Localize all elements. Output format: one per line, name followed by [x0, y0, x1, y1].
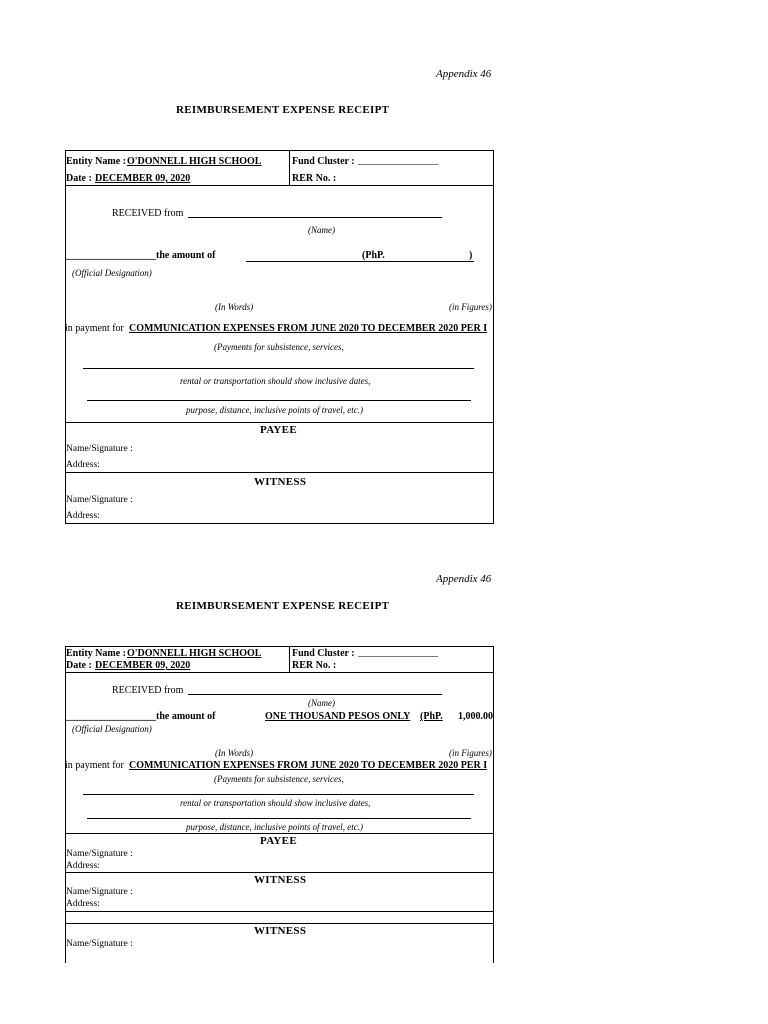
amount-line	[246, 261, 474, 262]
payment-for-value: COMMUNICATION EXPENSES FROM JUNE 2020 TO DECEMBER 2020 PER I	[129, 760, 488, 771]
note-line-2: rental or transportation should show inclusive dates,	[180, 798, 371, 808]
witness-name-signature-label-2: Name/Signature :	[66, 939, 133, 949]
witness-heading: WITNESS	[254, 476, 307, 488]
note-line-1: (Payments for subsistence, services,	[214, 774, 344, 784]
entity-name-label: Entity Name :	[66, 156, 126, 167]
in-figures-caption: (in Figures)	[449, 748, 492, 758]
entity-name-value: O'DONNELL HIGH SCHOOL	[127, 648, 262, 659]
note-underline-1	[83, 794, 474, 795]
note-line-1: (Payments for subsistence, services,	[214, 342, 344, 352]
witness-heading-2: WITNESS	[254, 925, 307, 937]
note-underline-2	[87, 818, 471, 819]
amount-words: ONE THOUSAND PESOS ONLY	[265, 711, 411, 722]
fund-cluster-value: ________________	[358, 647, 438, 658]
received-from-label: RECEIVED from	[112, 208, 184, 219]
date-value: DECEMBER 09, 2020	[95, 660, 191, 671]
in-figures-caption: (in Figures)	[449, 302, 492, 312]
form-title: REIMBURSEMENT EXPENSE RECEIPT	[176, 600, 390, 612]
entity-name-label: Entity Name :	[66, 648, 126, 659]
entity-name-value: O'DONNELL HIGH SCHOOL	[127, 156, 262, 167]
rer-no-label: RER No. :	[292, 660, 337, 671]
official-designation-caption: (Official Designation)	[72, 724, 152, 734]
fund-cluster-label: Fund Cluster :	[292, 648, 355, 659]
name-caption: (Name)	[308, 225, 335, 235]
witness-address-label: Address:	[66, 511, 100, 521]
body-box	[65, 672, 494, 834]
appendix-label: Appendix 46	[436, 573, 492, 585]
note-underline-2	[87, 400, 471, 401]
note-underline-1	[83, 368, 474, 369]
payment-for-label: in payment for	[65, 323, 124, 334]
payee-name-signature-label: Name/Signature :	[66, 444, 133, 454]
amount-label: __________________the amount of	[66, 250, 216, 261]
note-line-3: purpose, distance, inclusive points of travel, etc.)	[186, 822, 363, 832]
payee-heading: PAYEE	[260, 424, 297, 436]
in-words-caption: (In Words)	[215, 302, 254, 312]
body-box	[65, 185, 494, 423]
form-title: REIMBURSEMENT EXPENSE RECEIPT	[176, 104, 390, 116]
note-line-2: rental or transportation should show inclusive dates,	[180, 376, 371, 386]
name-caption: (Name)	[308, 698, 335, 708]
witness-name-signature-label: Name/Signature :	[66, 495, 133, 505]
official-designation-caption: (Official Designation)	[72, 268, 152, 278]
witness-name-signature-label: Name/Signature :	[66, 887, 133, 897]
date-value: DECEMBER 09, 2020	[95, 173, 191, 184]
appendix-label: Appendix 46	[436, 68, 492, 80]
fund-cluster-value: ________________	[358, 155, 438, 166]
amount-label: __________________the amount of	[66, 711, 216, 722]
payee-name-signature-label: Name/Signature :	[66, 849, 133, 859]
payee-address-label: Address:	[66, 861, 100, 871]
php-label: (PhP.	[362, 250, 385, 261]
date-label: Date :	[66, 173, 92, 184]
payee-heading: PAYEE	[260, 835, 297, 847]
payment-for-label: in payment for	[65, 760, 124, 771]
payment-for-value: COMMUNICATION EXPENSES FROM JUNE 2020 TO DECEMBER 2020 PER I	[129, 323, 488, 334]
note-line-3: purpose, distance, inclusive points of travel, etc.)	[186, 405, 363, 415]
php-value: 1,000.00	[458, 711, 493, 722]
received-from-line	[188, 694, 442, 695]
received-from-label: RECEIVED from	[112, 685, 184, 696]
witness-address-label: Address:	[66, 899, 100, 909]
rer-no-label: RER No. :	[292, 173, 337, 184]
php-label: (PhP.	[420, 711, 443, 722]
received-from-line	[188, 217, 442, 218]
witness-heading: WITNESS	[254, 874, 307, 886]
php-close: )	[469, 250, 473, 261]
payee-address-label: Address:	[66, 460, 100, 470]
in-words-caption: (In Words)	[215, 748, 254, 758]
fund-cluster-label: Fund Cluster :	[292, 156, 355, 167]
date-label: Date :	[66, 660, 92, 671]
